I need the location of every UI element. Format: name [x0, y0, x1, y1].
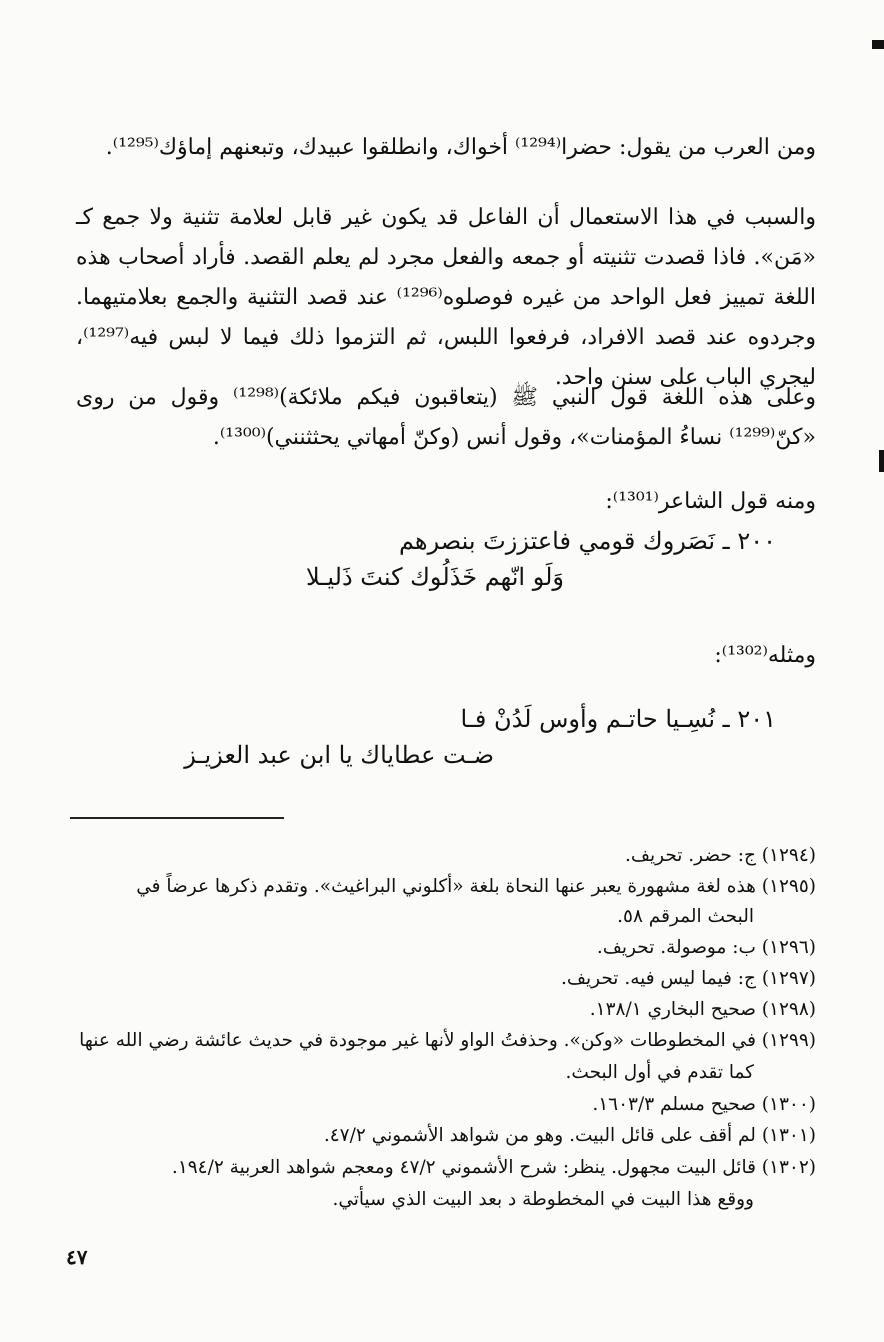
verse-201-second-hemistich: ضـت عطاياك يا ابن عبد العزيـز: [184, 741, 494, 769]
footnote-1299: (١٢٩٩) في المخطوطات «وكن». وحذفتُ الواو لأنها غير موجودة في حديث عائشة رضي الله عنها: [79, 1030, 816, 1051]
footnote-1300: (١٣٠٠) صحيح مسلم ١٦٠٣/٣.: [592, 1094, 816, 1115]
footnote-1297: (١٢٩٧) ج: فيما ليس فيه. تحريف.: [560, 968, 816, 989]
verse-200-second-hemistich: وَلَو انّهم خَذَلُوك كنتَ ذَليـلا: [306, 563, 564, 591]
paragraph-4: ومنه قول الشاعر⁽¹³⁰¹⁾:: [605, 489, 816, 514]
page-number: ٤٧: [66, 1245, 88, 1269]
footnote-1295: (١٢٩٥) هذه لغة مشهورة يعبر عنها النحاة بلغة «أكلوني البراغيث». وتقدم ذكرها عرضاً في: [136, 876, 816, 897]
footnote-1301: (١٣٠١) لم أقف على قائل البيت. وهو من شواهد الأشموني ٤٧/٢.: [323, 1125, 816, 1146]
footnote-1299-continued: كما تقدم في أول البحث.: [565, 1062, 754, 1083]
footnote-1295-continued: البحث المرقم ٥٨.: [617, 906, 754, 927]
edge-mark-middle: [879, 450, 884, 472]
paragraph-2: والسبب في هذا الاستعمال أن الفاعل قد يكون غير قابل لعلامة تثنية ولا جمع كـ «مَن». فاذا قصدت تثنيته أو جمعه والفعل مجرد لم يعلم القصد. فأراد أصحاب هذه اللغة تمييز فعل الواحد من غيره فوصلوه⁽¹²⁹⁶⁾ عند قصد التثنية والجمع بعلامتيهما. وجردوه عند قصد الافراد، فرفعوا اللبس، ثم التزموا ذلك فيما لا لبس فيه⁽¹²⁹⁷⁾، ليجري الباب على سنن واحد.: [76, 205, 816, 390]
footnote-separator: [70, 817, 284, 819]
verse-201-first-hemistich: ٢٠١ ـ نُسِـيا حاتـم وأوس لَدُنْ فـا: [460, 705, 776, 733]
paragraph-5: ومثله⁽¹³⁰²⁾:: [714, 643, 816, 668]
paragraph-3: وعلى هذه اللغة قول النبي ﷺ (يتعاقبون فيكم ملائكة)⁽¹²⁹⁸⁾ وقول من روى «كنّ⁽¹²⁹⁹⁾ نساءُ المؤمنات»، وقول أنس (وكنّ أمهاتي يحثثنني)⁽¹³⁰⁰⁾.: [76, 385, 816, 450]
edge-mark-top: [872, 40, 884, 49]
verse-200-first-hemistich: ٢٠٠ ـ نَصَروك قومي فاعتززتَ بنصرهم: [398, 527, 776, 555]
paragraph-1: ومن العرب من يقول: حضرا⁽¹²⁹⁴⁾ أخواك، وانطلقوا عبيدك، وتبعنهم إماؤك⁽¹²⁹⁵⁾.: [105, 135, 816, 160]
footnote-1294: (١٢٩٤) ج: حضر. تحريف.: [624, 845, 816, 866]
footnote-1298: (١٢٩٨) صحيح البخاري ١٣٨/١.: [589, 999, 816, 1020]
footnote-1302-continued: ووقع هذا البيت في المخطوطة د بعد البيت الذي سيأتي.: [332, 1189, 754, 1210]
footnote-1302: (١٣٠٢) قائل البيت مجهول. ينظر: شرح الأشموني ٤٧/٢ ومعجم شواهد العربية ١٩٤/٢.: [171, 1157, 816, 1178]
footnote-1296: (١٢٩٦) ب: موصولة. تحريف.: [596, 937, 816, 958]
